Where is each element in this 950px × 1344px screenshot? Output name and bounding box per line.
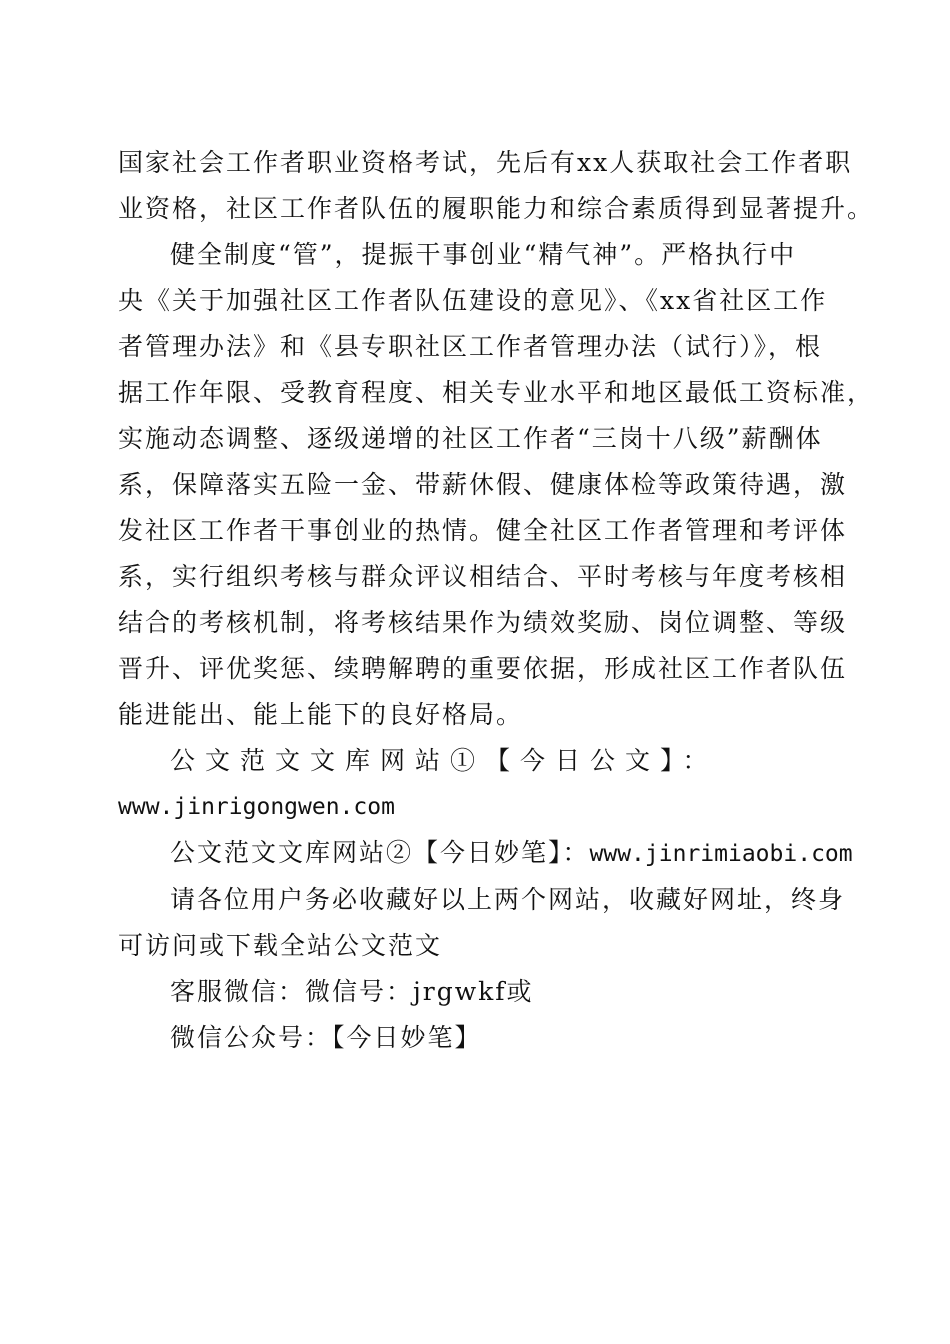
official-account <box>118 1015 830 1061</box>
text-line: 者管理办法》和《县专职社区工作者管理办法（试行）》，根 <box>118 332 823 361</box>
service-wechat-text: 客服微信：微信号：jrgwkf或 <box>170 977 534 1006</box>
site2-label: 公文范文文库网站②【今日妙笔】： <box>170 838 590 867</box>
text-line: 晋升、评优奖惩、续聘解聘的重要依据，形成社区工作者队伍 <box>118 654 848 683</box>
text-line: 健全制度“管”，提振干事创业“精气神”。严格执行中 <box>170 240 797 269</box>
site1-label: 公文范文文库网站①【今日公文】： <box>170 746 718 775</box>
text-line: 系，保障落实五险一金、带薪休假、健康体检等政策待遇，激 <box>118 470 848 499</box>
text-line: 请各位用户务必收藏好以上两个网站，收藏好网址，终身 <box>170 885 846 914</box>
text-line: 业资格，社区工作者队伍的履职能力和综合素质得到显著提升。 <box>118 194 875 223</box>
paragraph-qualification <box>118 140 875 232</box>
site2-promo <box>118 830 853 877</box>
text-line: 结合的考核机制，将考核结果作为绩效奖励、岗位调整、等级 <box>118 608 848 637</box>
site1-promo <box>118 738 830 830</box>
text-line: 央《关于加强社区工作者队伍建设的意见》、《xx省社区工作 <box>118 286 828 315</box>
text-line: 系，实行组织考核与群众评议相结合、平时考核与年度考核相 <box>118 562 848 591</box>
official-account-text: 微信公众号：【今日妙笔】 <box>170 1023 482 1052</box>
bookmark-notice <box>118 877 846 969</box>
text-line: 能进能出、能上能下的良好格局。 <box>118 700 524 729</box>
site1-url-link[interactable]: www.jinrigongwen.com <box>118 794 395 820</box>
service-wechat <box>118 969 830 1015</box>
text-line: 据工作年限、受教育程度、相关专业水平和地区最低工资标准， <box>118 378 875 407</box>
text-line: 可访问或下载全站公文范文 <box>118 931 443 960</box>
text-line: 实施动态调整、逐级递增的社区工作者“三岗十八级”薪酬体 <box>118 424 823 453</box>
site2-url-link[interactable]: www.jinrimiaobi.com <box>589 841 853 867</box>
paragraph-system-management <box>118 232 875 738</box>
text-line: 国家社会工作者职业资格考试，先后有xx人获取社会工作者职 <box>118 148 853 177</box>
text-line: 发社区工作者干事创业的热情。健全社区工作者管理和考评体 <box>118 516 848 545</box>
site2-line <box>118 830 853 877</box>
document-body <box>118 140 875 1061</box>
